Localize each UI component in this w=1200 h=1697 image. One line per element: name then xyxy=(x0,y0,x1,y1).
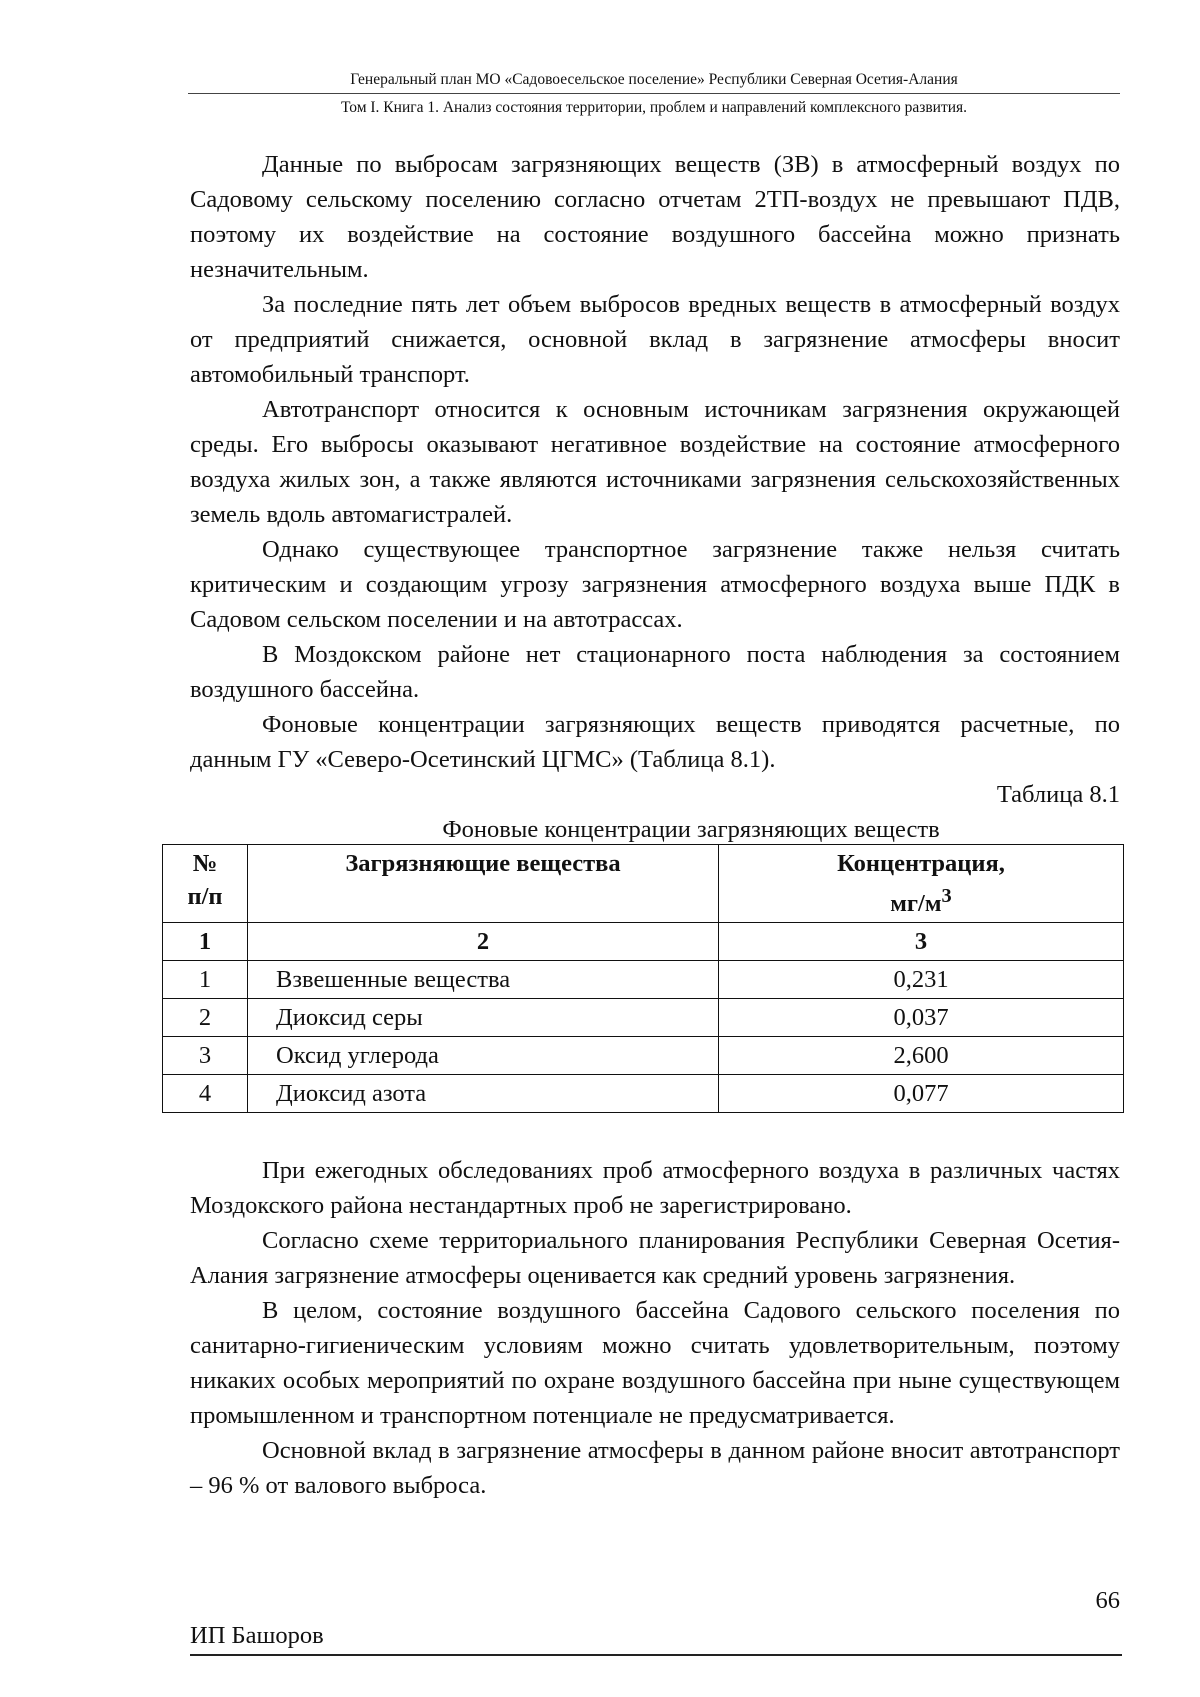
header-conc-line1: Концентрация, xyxy=(837,850,1005,877)
header-num xyxy=(163,845,248,923)
header-concentration xyxy=(719,845,1124,923)
header-conc-unit: мг/м xyxy=(890,890,942,918)
index-cell: 2 xyxy=(248,923,719,961)
table-header-row xyxy=(163,845,1124,923)
paragraph: Автотранспорт относится к основным источникам загрязнения окружающей среды. Его выбросы оказывают негативное воздействие на состояние атмосферного воздуха жилых зон, а также являются источниками загрязнения сельскохозяйственных земель вдоль автомагистралей. xyxy=(190,396,1120,528)
paragraph: Основной вклад в загрязнение атмосферы в данном районе вносит автотранспорт – 96 % от валового выброса. xyxy=(190,1437,1120,1499)
header-substance: Загрязняющие вещества xyxy=(248,845,719,923)
page-header xyxy=(188,68,1120,120)
row-substance: Диоксид серы xyxy=(248,999,719,1037)
paragraph: В Моздокском районе нет стационарного поста наблюдения за состоянием воздушного бассейна. xyxy=(190,641,1120,703)
index-cell: 3 xyxy=(719,923,1124,961)
table-row xyxy=(163,999,1124,1037)
header-title: Генеральный план МО «Садовоесельское поселение» Республики Северная Осетия-Алания xyxy=(188,68,1120,94)
paragraph: За последние пять лет объем выбросов вредных веществ в атмосферный воздух от предприятий снижается, основной вклад в загрязнение атмосферы вносит автомобильный транспорт. xyxy=(190,291,1120,388)
row-num: 1 xyxy=(163,961,248,999)
header-num-line2: п/п xyxy=(187,883,223,910)
table-row xyxy=(163,1075,1124,1113)
index-cell: 1 xyxy=(163,923,248,961)
table-label: Таблица 8.1 xyxy=(996,781,1120,808)
paragraph: При ежегодных обследованиях проб атмосферного воздуха в различных частях Моздокского района нестандартных проб не зарегистрировано. xyxy=(190,1157,1120,1219)
table-row xyxy=(163,961,1124,999)
header-conc-sup: 3 xyxy=(941,885,952,907)
row-num: 2 xyxy=(163,999,248,1037)
row-substance: Взвешенные вещества xyxy=(248,961,719,999)
paragraph: Данные по выбросам загрязняющих веществ (ЗВ) в атмосферный воздух по Садовому сельскому поселению согласно отчетам 2ТП-воздух не превышают ПДВ, поэтому их воздействие на состояние воздушного бассейна можно признать незначительным. xyxy=(190,151,1120,283)
row-num: 3 xyxy=(163,1037,248,1075)
table-title: Фоновые концентрации загрязняющих веществ xyxy=(442,816,940,843)
page-footer: ИП Башоров xyxy=(190,1622,1122,1656)
concentration-table xyxy=(162,844,1124,1113)
row-num: 4 xyxy=(163,1075,248,1113)
body-text-bottom xyxy=(190,1153,1120,1503)
paragraph: Согласно схеме территориального планирования Республики Северная Осетия-Алания загрязнение атмосферы оценивается как средний уровень загрязнения. xyxy=(190,1227,1120,1289)
header-num-line1: № xyxy=(192,850,218,877)
row-value: 0,077 xyxy=(719,1075,1124,1113)
row-value: 0,037 xyxy=(719,999,1124,1037)
row-substance: Диоксид азота xyxy=(248,1075,719,1113)
body-text-top xyxy=(190,147,1120,847)
page-number: 66 xyxy=(1095,1587,1120,1614)
row-value: 2,600 xyxy=(719,1037,1124,1075)
row-substance: Оксид углерода xyxy=(248,1037,719,1075)
paragraph: В целом, состояние воздушного бассейна Садового сельского поселения по санитарно-гигиеническим условиям можно считать удовлетворительным, поэтому никаких особых мероприятий по охране воздушного бассейна при ныне существующем промышленном и транспортном потенциале не предусматривается. xyxy=(190,1297,1120,1429)
table-index-row xyxy=(163,923,1124,961)
row-value: 0,231 xyxy=(719,961,1124,999)
paragraph: Фоновые концентрации загрязняющих веществ приводятся расчетные, по данным ГУ «Северо-Осетинский ЦГМС» (Таблица 8.1). xyxy=(190,711,1120,773)
header-subtitle: Том I. Книга 1. Анализ состояния территории, проблем и направлений комплексного развития. xyxy=(340,99,968,116)
paragraph: Однако существующее транспортное загрязнение также нельзя считать критическим и создающим угрозу загрязнения атмосферного воздуха выше ПДК в Садовом сельском поселении и на автотрассах. xyxy=(190,536,1120,633)
table-row xyxy=(163,1037,1124,1075)
